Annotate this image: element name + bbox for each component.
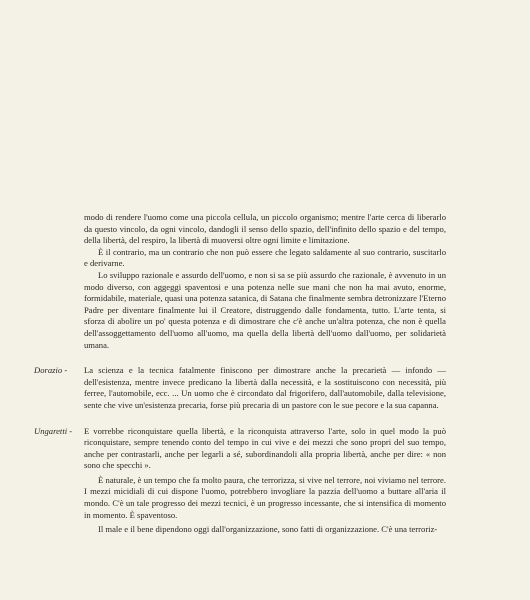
speaker-dorazio: Dorazio -	[34, 365, 68, 376]
ungaretti-text-3: Il male e il bene dipendono oggi dall'organizzazione, sono fatti di organizzazione. C'è una terroriz-	[98, 524, 438, 535]
paragraph-intro-1: modo di rendere l'uomo come una piccola cellula, un piccolo organismo; mentre l'arte cerca di liberarlo da questo vincolo, da ogni vincolo, dandogli il senso dello spazio, dell'infinito dello spazio e del tempo, della libertà, del respiro, la libertà di muoversi oltre ogni limite e limitazione.	[84, 212, 446, 246]
paragraph-intro-2: È il contrario, ma un contrario che non può essere che legato saldamente al suo contrario, suscitarlo e derivarne.	[84, 246, 446, 269]
dorazio-text: La scienza e la tecnica fatalmente finiscono per dimostrare anche la precarietà — infondo — dell'esistenza, mentre invece predicano la libertà dalla necessità, e la sostituiscono con necessità, più ferree, l'automobile, ecc. ... Un uomo che è circondato dal frigorifero, dall'automobile, dalla televisione, sente che vive un'esistenza precaria, forse più precaria di un pastore con le sue pecore e la sua capanna.	[84, 365, 446, 410]
ungaretti-text: E vorrebbe riconquistare quella libertà, e la riconquista attraverso l'arte, solo in quel modo la può riconquistare, sempre tenendo conto del tempo in cui vive e dei mezzi che sono propri del suo tempo, anche per contrastarli, anche per legarli a sé, subordinandoli alla propria libertà, anche per dire: « non sono che specchi ».	[84, 425, 446, 471]
speaker-ungaretti: Ungaretti -	[34, 425, 73, 436]
ungaretti-text-2: È naturale, è un tempo che fa molto paura, che terrorizza, si vive nel terrore, noi viviamo nel terrore. I mezzi micidiali di cui dispone l'uomo, potrebbero invogliare la pazzia dell'uomo a buttare all'aria il mondo. C'è un tale progresso dei mezzi tecnici, è un progresso incessante, che si intensifica di momento in momento. È spaventoso.	[84, 474, 446, 520]
ungaretti-block	[34, 425, 446, 536]
paragraph-intro-3: Lo sviluppo razionale e assurdo dell'uomo, e non si sa se più assurdo che razionale, è avvenuto in un modo diverso, con aggeggi spaventosi e una potenza nelle sue mani che non ha mai avuto, enorme, formidabile, materiale, quasi una potenza satanica, di Satana che finalmente sembra detronizzare l'Eterno Padre per diventare finalmente lui il Creatore, distruggendo dalle fondamenta, tutto. L'arte tenta, si sforza di abolire un po' questa potenza e di dimostrare che c'è anche un'altra potenza, che non è quella dell'assoggettamento dell'uomo all'uomo, ma quella della libertà dell'uomo dall'uomo, per solidarietà umana.	[84, 269, 446, 350]
dorazio-block	[34, 365, 446, 411]
text-column	[34, 212, 446, 536]
